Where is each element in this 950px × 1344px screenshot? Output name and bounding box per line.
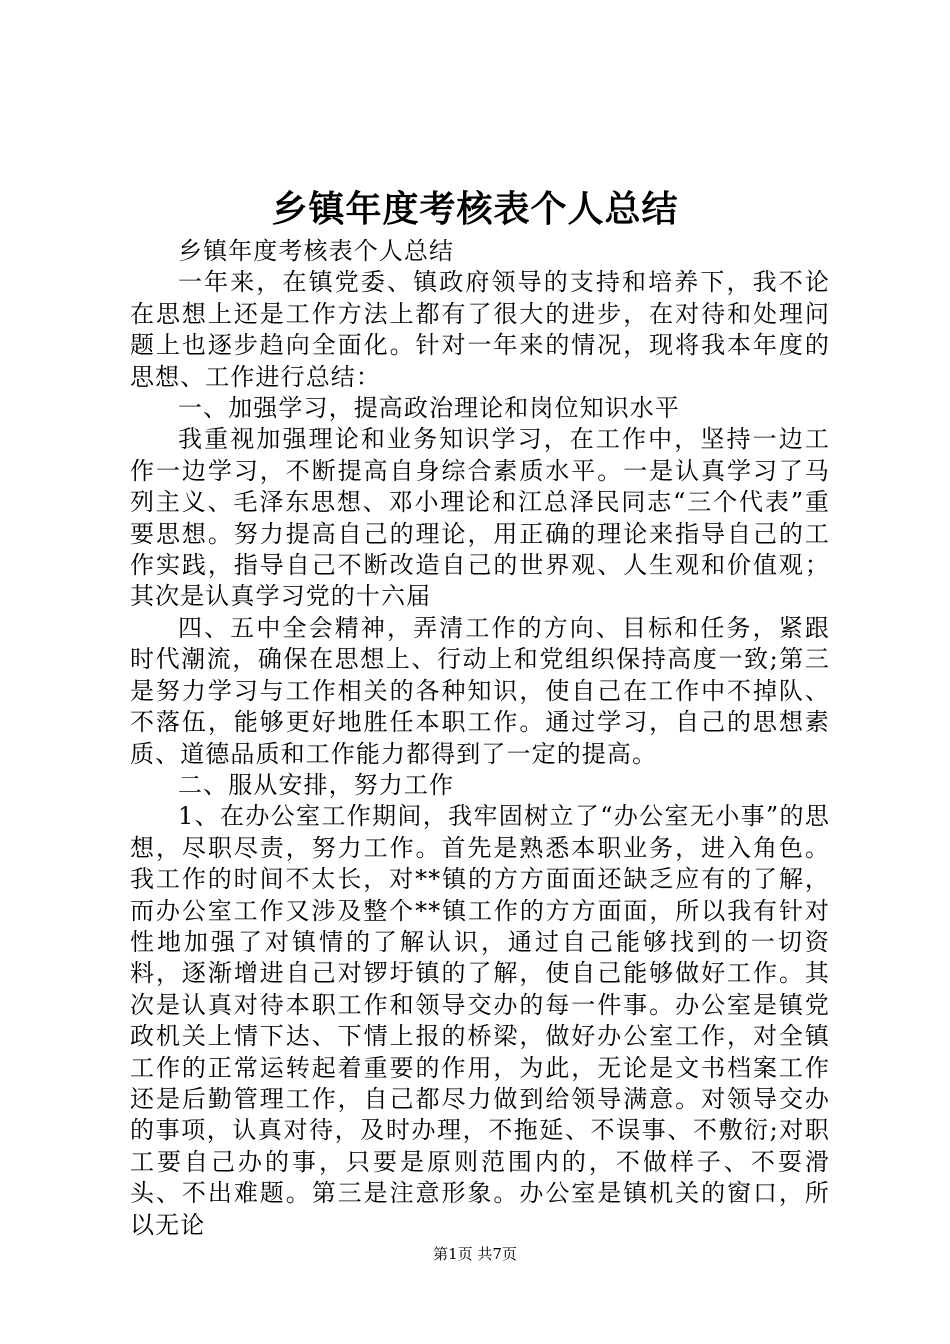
body-paragraph: 1、在办公室工作期间，我牢固树立了“办公室无小事”的思想，尽职尽责，努力工作。首先是熟悉本职业务，进入角色。我工作的时间不太长，对**镇的方方面面还缺乏应有的了解，而办公室工作又涉及整个**镇工作的方方面面，所以我有针对性地加强了对镇情的了解认识，通过自己能够找到的一切资料，逐渐增进自己对锣圩镇的了解，使自己能够做好工作。其次是认真对待本职工作和领导交办的每一件事。办公室是镇党政机关上情下达、下情上报的桥梁，做好办公室工作，对全镇工作的正常运转起着重要的作用，为此，无论是文书档案工作还是后勤管理工作，自己都尽力做到给领导满意。对领导交办的事项，认真对待，及时办理，不拖延、不误事、不敷衍;对职工要自己办的事，只要是原则范围内的，不做样子、不耍滑头、不出难题。第三是注意形象。办公室是镇机关的窗口，所以无论 [130, 802, 830, 1239]
body-paragraph: 乡镇年度考核表个人总结 [178, 237, 455, 265]
body-paragraph: 我重视加强理论和业务知识学习，在工作中，坚持一边工作一边学习，不断提高自身综合素质水平。一是认真学习了马列主义、毛泽东思想、邓小理论和江总泽民同志“三个代表”重要思想。努力提高自己的理论，用正确的理论来指导自己的工作实践，指导自己不断改造自己的世界观、人生观和价值观；其次是认真学习党的十六届 [130, 425, 830, 611]
document-body [130, 236, 830, 1241]
body-paragraph: 一年来，在镇党委、镇政府领导的支持和培养下，我不论在思想上还是工作方法上都有了很大的进步，在对待和处理问题上也逐步趋向全面化。针对一年来的情况，现将我本年度的思想、工作进行总结： [130, 268, 830, 391]
section-heading: 一、加强学习，提高政治理论和岗位知识水平 [178, 394, 680, 423]
page-footer [0, 1243, 950, 1265]
page-number: 第1页 [433, 1245, 473, 1263]
section-heading: 二、服从安排，努力工作 [178, 770, 455, 799]
body-paragraph: 四、五中全会精神，弄清工作的方向、目标和任务，紧跟时代潮流，确保在思想上、行动上和党组织保持高度一致;第三是努力学习与工作相关的各种知识，使自己在工作中不掉队、不落伍，能够更好地胜任本职工作。通过学习，自己的思想素质、道德品质和工作能力都得到了一定的提高。 [130, 613, 830, 768]
page-total: 共7页 [477, 1245, 517, 1263]
document-title: 乡镇年度考核表个人总结 [271, 188, 679, 230]
